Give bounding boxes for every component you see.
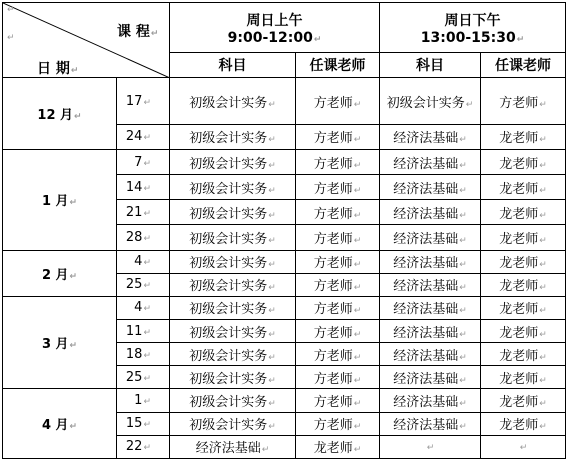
pm-teacher-cell	[481, 273, 566, 296]
am-teacher-text: 方老师	[313, 131, 353, 147]
am-teacher-cell	[296, 149, 380, 174]
para-mark-icon: ↵	[69, 271, 78, 282]
am-subject-text: 初级会计实务	[189, 394, 268, 410]
am-subject-text: 初级会计实务	[189, 231, 268, 247]
day-text: 28	[125, 229, 143, 245]
para-mark-icon: ↵	[539, 398, 547, 409]
para-mark-icon: ↵	[74, 112, 82, 123]
para-mark-icon: ↵	[143, 133, 151, 144]
am-teacher-cell	[296, 225, 380, 250]
para-mark-icon: ↵	[539, 375, 547, 386]
pm-subject-header: 科目	[380, 53, 481, 78]
pm-subject-cell	[380, 149, 481, 174]
am-teacher-cell	[296, 273, 380, 296]
date-label: 日 期↵	[37, 61, 79, 77]
para-mark-icon: ↵	[539, 260, 547, 271]
para-mark-icon: ↵	[459, 260, 467, 271]
para-mark-icon: ↵	[459, 375, 467, 386]
am-teacher-text: 方老师	[313, 231, 353, 247]
para-mark-icon: ↵	[353, 329, 362, 340]
para-mark-icon: ↵	[268, 352, 276, 363]
para-mark-icon: ↵	[268, 260, 276, 271]
para-mark-icon: ↵	[539, 422, 547, 433]
para-mark-icon: ↵	[7, 5, 15, 15]
day-cell	[117, 124, 170, 149]
month-cell	[3, 149, 117, 250]
pm-teacher-text: 龙老师	[499, 206, 539, 222]
course-schedule-table	[2, 2, 566, 459]
am-teacher-text: 方老师	[313, 302, 353, 318]
day-cell	[117, 273, 170, 296]
para-mark-icon: ↵	[313, 34, 322, 45]
para-mark-icon: ↵	[143, 327, 151, 338]
am-teacher-cell	[296, 366, 380, 389]
para-mark-icon: ↵	[459, 306, 467, 317]
para-mark-icon: ↵	[143, 420, 151, 431]
para-mark-icon: ↵	[353, 260, 362, 271]
morning-title: 周日上午	[246, 12, 303, 29]
para-mark-icon: ↵	[268, 398, 276, 409]
am-subject-text: 经济法基础	[195, 441, 261, 457]
para-mark-icon: ↵	[268, 422, 276, 433]
day-text: 7	[134, 154, 143, 170]
am-subject-cell	[170, 435, 296, 458]
para-mark-icon: ↵	[143, 258, 151, 269]
pm-teacher-text: 龙老师	[499, 394, 539, 410]
schedule-row	[3, 78, 566, 124]
para-mark-icon: ↵	[459, 160, 467, 171]
para-mark-icon: ↵	[539, 185, 547, 196]
am-subject-text: 初级会计实务	[189, 131, 268, 147]
am-subject-text: 初级会计实务	[189, 279, 268, 295]
pm-teacher-cell	[481, 225, 566, 250]
pm-teacher-text: 龙老师	[499, 181, 539, 197]
para-mark-icon: ↵	[143, 158, 151, 169]
month-cell	[3, 389, 117, 459]
pm-subject-cell	[380, 296, 481, 319]
month-label: 12 月	[37, 108, 74, 124]
pm-teacher-header: 任课老师	[481, 53, 566, 78]
pm-teacher-text: 龙老师	[499, 231, 539, 247]
pm-teacher-cell	[481, 389, 566, 412]
pm-subject-cell	[380, 124, 481, 149]
para-mark-icon: ↵	[539, 352, 547, 363]
day-text: 17	[125, 93, 143, 109]
para-mark-icon: ↵	[459, 210, 467, 221]
pm-subject-text: 经济法基础	[393, 418, 459, 434]
pm-subject-cell	[380, 250, 481, 273]
para-mark-icon: ↵	[353, 306, 362, 317]
day-text: 25	[125, 369, 143, 385]
pm-subject-cell	[380, 343, 481, 366]
para-mark-icon: ↵	[69, 422, 78, 433]
para-mark-icon: ↵	[69, 341, 78, 352]
pm-teacher-cell	[481, 296, 566, 319]
day-cell	[117, 343, 170, 366]
pm-teacher-cell	[481, 412, 566, 435]
pm-teacher-cell	[481, 149, 566, 174]
day-text: 11	[125, 323, 143, 339]
para-mark-icon: ↵	[143, 304, 151, 315]
am-teacher-header: 任课老师	[296, 53, 380, 78]
am-teacher-cell	[296, 175, 380, 200]
para-mark-icon: ↵	[143, 233, 151, 244]
para-mark-icon: ↵	[143, 396, 151, 407]
am-subject-text: 初级会计实务	[189, 418, 268, 434]
para-mark-icon: ↵	[7, 33, 15, 43]
para-mark-icon: ↵	[519, 443, 528, 454]
day-cell	[117, 175, 170, 200]
para-mark-icon: ↵	[268, 210, 276, 221]
para-mark-icon: ↵	[353, 235, 362, 246]
pm-teacher-cell	[481, 124, 566, 149]
pm-teacher-text: 龙老师	[499, 279, 539, 295]
pm-teacher-cell	[481, 200, 566, 225]
pm-teacher-text: 龙老师	[499, 256, 539, 272]
pm-subject-text: 经济法基础	[393, 325, 459, 341]
am-subject-text: 初级会计实务	[189, 325, 268, 341]
am-subject-text: 初级会计实务	[189, 302, 268, 318]
pm-subject-text: 经济法基础	[393, 231, 459, 247]
am-subject-cell	[170, 225, 296, 250]
am-teacher-text: 龙老师	[313, 441, 353, 457]
pm-teacher-text: 龙老师	[499, 418, 539, 434]
para-mark-icon: ↵	[353, 160, 362, 171]
para-mark-icon: ↵	[353, 283, 362, 294]
para-mark-icon: ↵	[459, 185, 467, 196]
para-mark-icon: ↵	[459, 352, 467, 363]
pm-teacher-cell	[481, 250, 566, 273]
day-text: 22	[125, 439, 143, 455]
schedule-row	[3, 250, 566, 273]
am-subject-cell	[170, 319, 296, 342]
am-teacher-text: 方老师	[313, 206, 353, 222]
pm-subject-cell	[380, 412, 481, 435]
pm-subject-text: 经济法基础	[393, 394, 459, 410]
para-mark-icon: ↵	[268, 160, 276, 171]
para-mark-icon: ↵	[539, 135, 547, 146]
month-label: 1 月	[41, 194, 69, 210]
day-cell	[117, 149, 170, 174]
am-teacher-text: 方老师	[313, 371, 353, 387]
para-mark-icon: ↵	[353, 99, 362, 110]
day-cell	[117, 200, 170, 225]
morning-header-cell	[170, 3, 380, 53]
course-label: 课 程↵	[117, 24, 159, 40]
para-mark-icon: ↵	[143, 183, 151, 194]
para-mark-icon: ↵	[353, 185, 362, 196]
para-mark-icon: ↵	[70, 66, 79, 76]
month-label: 3 月	[41, 337, 69, 353]
am-subject-cell	[170, 250, 296, 273]
para-mark-icon: ↵	[539, 160, 547, 171]
am-subject-text: 初级会计实务	[189, 348, 268, 364]
am-teacher-cell	[296, 343, 380, 366]
para-mark-icon: ↵	[268, 235, 276, 246]
am-teacher-cell	[296, 296, 380, 319]
para-mark-icon: ↵	[143, 97, 151, 108]
day-text: 15	[125, 416, 143, 432]
para-mark-icon: ↵	[539, 210, 547, 221]
pm-teacher-text: 方老师	[499, 95, 539, 111]
am-subject-text: 初级会计实务	[189, 95, 268, 111]
para-mark-icon: ↵	[539, 283, 547, 294]
month-cell	[3, 250, 117, 296]
am-subject-cell	[170, 343, 296, 366]
pm-teacher-cell	[481, 78, 566, 124]
para-mark-icon: ↵	[426, 443, 435, 454]
am-subject-text: 初级会计实务	[189, 181, 268, 197]
am-subject-cell	[170, 389, 296, 412]
afternoon-time: 13:00-15:30↵	[420, 29, 525, 46]
para-mark-icon: ↵	[268, 283, 276, 294]
am-teacher-text: 方老师	[313, 279, 353, 295]
pm-teacher-cell	[481, 435, 566, 458]
para-mark-icon: ↵	[516, 34, 525, 45]
pm-subject-cell	[380, 225, 481, 250]
para-mark-icon: ↵	[539, 235, 547, 246]
para-mark-icon: ↵	[539, 329, 547, 340]
pm-teacher-text: 龙老师	[499, 348, 539, 364]
pm-teacher-cell	[481, 175, 566, 200]
pm-subject-cell	[380, 273, 481, 296]
pm-subject-text: 经济法基础	[393, 302, 459, 318]
pm-teacher-text: 龙老师	[499, 302, 539, 318]
pm-subject-cell	[380, 78, 481, 124]
para-mark-icon: ↵	[143, 373, 151, 384]
para-mark-icon: ↵	[353, 352, 362, 363]
am-teacher-cell	[296, 124, 380, 149]
pm-teacher-cell	[481, 319, 566, 342]
schedule-row	[3, 149, 566, 174]
pm-subject-cell	[380, 175, 481, 200]
pm-teacher-text: 龙老师	[499, 325, 539, 341]
am-subject-cell	[170, 200, 296, 225]
pm-subject-cell	[380, 200, 481, 225]
month-cell	[3, 296, 117, 389]
month-cell	[3, 78, 117, 149]
para-mark-icon: ↵	[143, 208, 151, 219]
corner-header-cell	[3, 3, 170, 78]
am-subject-text: 初级会计实务	[189, 206, 268, 222]
am-subject-cell	[170, 149, 296, 174]
am-subject-cell	[170, 296, 296, 319]
pm-teacher-cell	[481, 343, 566, 366]
am-teacher-text: 方老师	[313, 156, 353, 172]
day-cell	[117, 225, 170, 250]
am-subject-cell	[170, 366, 296, 389]
para-mark-icon: ↵	[459, 235, 467, 246]
para-mark-icon: ↵	[353, 135, 362, 146]
morning-time: 9:00-12:00↵	[227, 29, 322, 46]
day-cell	[117, 412, 170, 435]
para-mark-icon: ↵	[353, 210, 362, 221]
para-mark-icon: ↵	[459, 422, 467, 433]
day-text: 14	[125, 179, 143, 195]
para-mark-icon: ↵	[150, 29, 159, 39]
pm-subject-text: 经济法基础	[393, 156, 459, 172]
pm-subject-cell	[380, 389, 481, 412]
am-subject-cell	[170, 175, 296, 200]
schedule-row	[3, 296, 566, 319]
para-mark-icon: ↵	[459, 398, 467, 409]
para-mark-icon: ↵	[268, 329, 276, 340]
month-label: 4 月	[41, 418, 69, 434]
am-subject-header: 科目	[170, 53, 296, 78]
para-mark-icon: ↵	[459, 283, 467, 294]
pm-teacher-cell	[481, 366, 566, 389]
am-teacher-text: 方老师	[313, 256, 353, 272]
am-teacher-text: 方老师	[313, 348, 353, 364]
day-cell	[117, 78, 170, 124]
am-teacher-cell	[296, 389, 380, 412]
am-subject-cell	[170, 273, 296, 296]
am-teacher-text: 方老师	[313, 325, 353, 341]
para-mark-icon: ↵	[268, 99, 276, 110]
day-text: 1	[134, 392, 143, 408]
day-text: 25	[125, 277, 143, 293]
para-mark-icon: ↵	[268, 375, 276, 386]
day-text: 24	[125, 129, 143, 145]
day-cell	[117, 435, 170, 458]
pm-subject-cell	[380, 319, 481, 342]
pm-subject-text: 经济法基础	[393, 131, 459, 147]
day-cell	[117, 296, 170, 319]
para-mark-icon: ↵	[69, 198, 78, 209]
para-mark-icon: ↵	[143, 281, 151, 292]
day-cell	[117, 389, 170, 412]
pm-teacher-text: 龙老师	[499, 131, 539, 147]
am-subject-text: 初级会计实务	[189, 256, 268, 272]
am-teacher-cell	[296, 319, 380, 342]
afternoon-title: 周日下午	[444, 12, 501, 29]
am-subject-cell	[170, 78, 296, 124]
pm-subject-text: 经济法基础	[393, 348, 459, 364]
para-mark-icon: ↵	[268, 185, 276, 196]
para-mark-icon: ↵	[459, 329, 467, 340]
pm-subject-text: 经济法基础	[393, 206, 459, 222]
para-mark-icon: ↵	[353, 398, 362, 409]
afternoon-header-cell	[380, 3, 566, 53]
day-cell	[117, 250, 170, 273]
day-text: 18	[125, 346, 143, 362]
am-teacher-cell	[296, 435, 380, 458]
month-label: 2 月	[41, 267, 69, 283]
day-text: 21	[125, 204, 143, 220]
pm-subject-text: 经济法基础	[393, 181, 459, 197]
am-teacher-text: 方老师	[313, 181, 353, 197]
day-cell	[117, 319, 170, 342]
day-text: 4	[134, 254, 143, 270]
am-teacher-cell	[296, 78, 380, 124]
para-mark-icon: ↵	[459, 135, 467, 146]
day-text: 4	[134, 300, 143, 316]
pm-subject-text: 经济法基础	[393, 371, 459, 387]
schedule-row	[3, 389, 566, 412]
am-teacher-cell	[296, 412, 380, 435]
para-mark-icon: ↵	[353, 422, 362, 433]
pm-subject-cell	[380, 366, 481, 389]
pm-subject-cell	[380, 435, 481, 458]
para-mark-icon: ↵	[261, 445, 270, 456]
pm-teacher-text: 龙老师	[499, 371, 539, 387]
para-mark-icon: ↵	[465, 99, 474, 110]
am-teacher-cell	[296, 200, 380, 225]
day-cell	[117, 366, 170, 389]
para-mark-icon: ↵	[143, 350, 151, 361]
am-subject-text: 初级会计实务	[189, 371, 268, 387]
am-subject-cell	[170, 412, 296, 435]
para-mark-icon: ↵	[539, 306, 547, 317]
para-mark-icon: ↵	[353, 445, 362, 456]
am-subject-cell	[170, 124, 296, 149]
am-teacher-text: 方老师	[313, 394, 353, 410]
para-mark-icon: ↵	[539, 99, 547, 110]
para-mark-icon: ↵	[268, 135, 276, 146]
pm-subject-text: 经济法基础	[393, 256, 459, 272]
am-subject-text: 初级会计实务	[189, 156, 268, 172]
pm-teacher-text: 龙老师	[499, 156, 539, 172]
am-teacher-cell	[296, 250, 380, 273]
para-mark-icon: ↵	[268, 306, 276, 317]
para-mark-icon: ↵	[143, 443, 151, 454]
pm-subject-text: 经济法基础	[393, 279, 459, 295]
pm-subject-text: 初级会计实务	[386, 95, 465, 111]
para-mark-icon: ↵	[353, 375, 362, 386]
am-teacher-text: 方老师	[313, 95, 353, 111]
am-teacher-text: 方老师	[313, 418, 353, 434]
